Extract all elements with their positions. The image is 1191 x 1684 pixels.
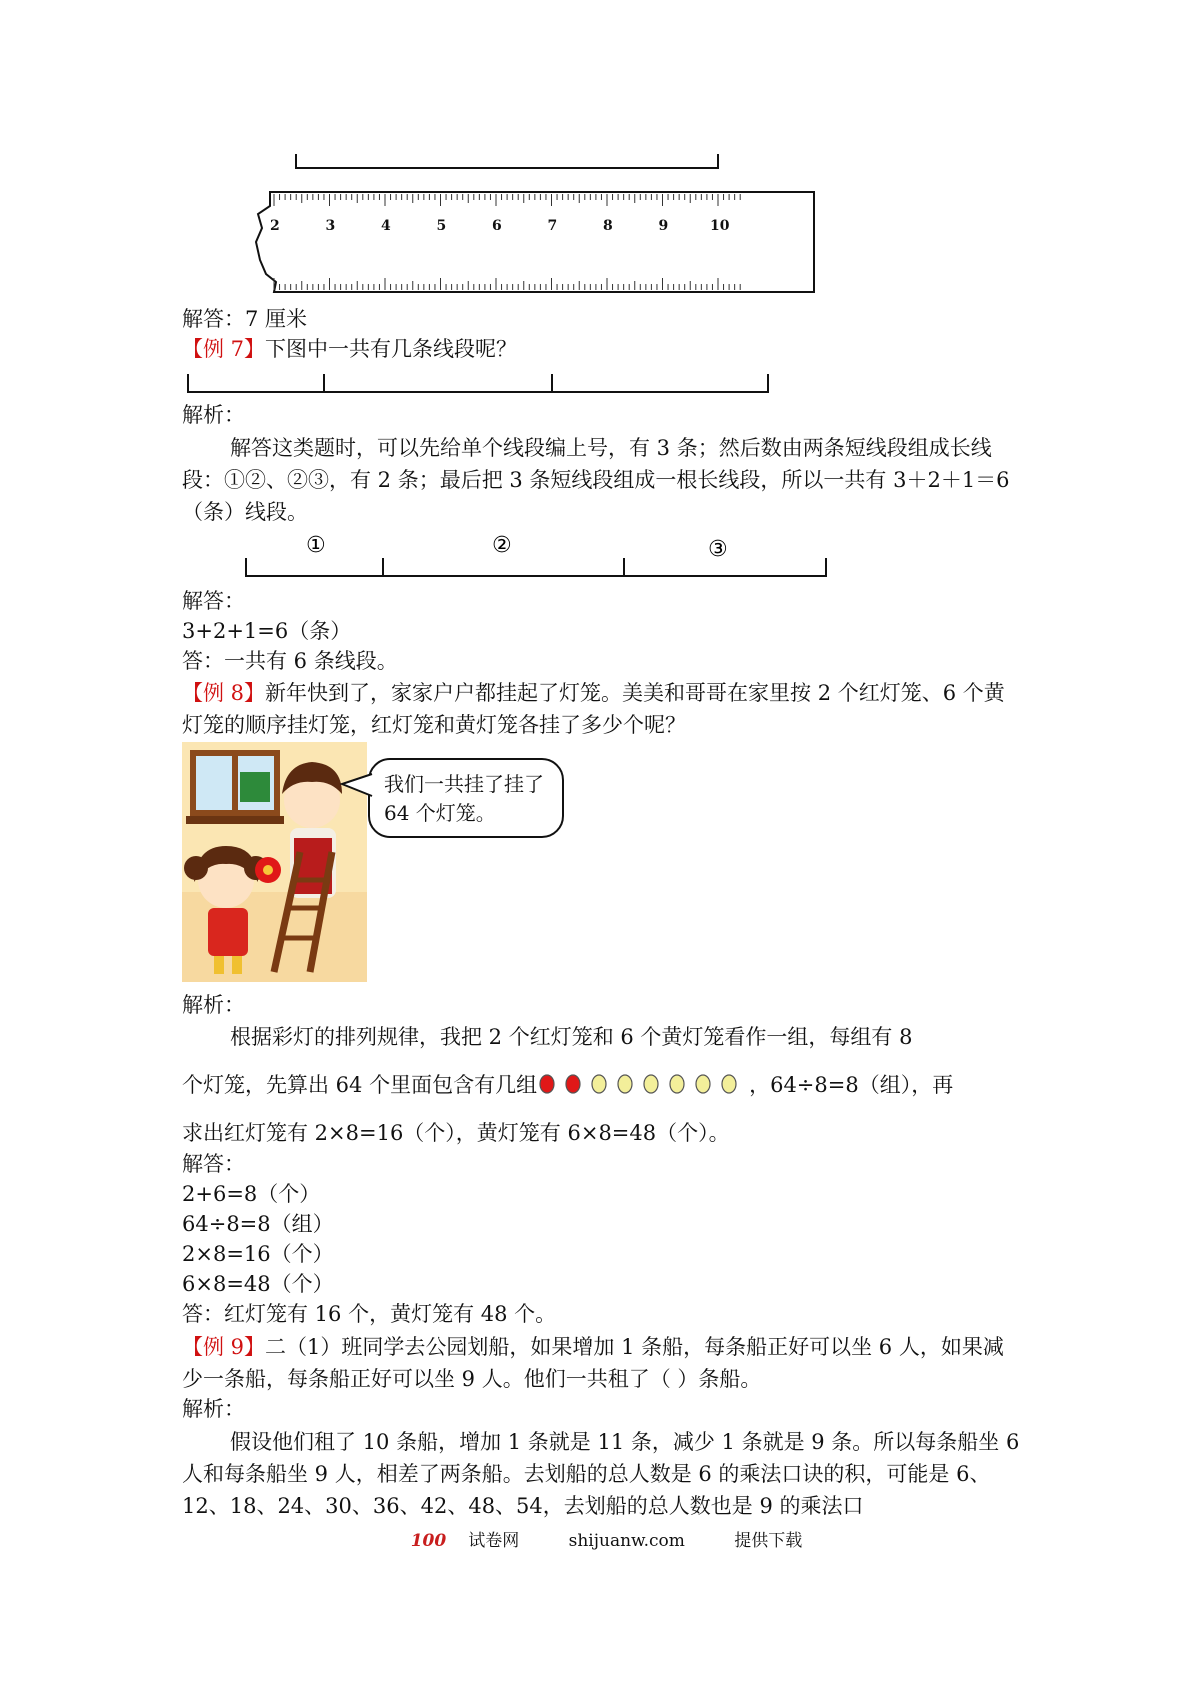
- lantern-pattern: [537, 1072, 749, 1096]
- ex7-analysis: 解答这类题时，可以先给单个线段编上号，有 3 条；然后数由两条短线段组成长线段：①②、②③，有 2 条；最后把 3 条短线段组成一根长线段，所以一共有 3＋2＋1＝6（条）线段。: [182, 436, 1010, 524]
- ex9-analysis-label: 解析：: [182, 1397, 245, 1421]
- ex8-calc-3: 2×8=16（个）: [182, 1242, 334, 1266]
- ex7-answer-label: 解答：: [182, 589, 245, 613]
- yellow-lantern-icon: [618, 1075, 632, 1093]
- ex7-question-text: 下图中一共有几条线段呢？: [265, 337, 518, 361]
- ex8-final: 答：红灯笼有 16 个，黄灯笼有 48 个。: [182, 1302, 557, 1326]
- ruler-number: 7: [547, 218, 558, 234]
- ex9-question: [182, 1331, 1022, 1395]
- site-logo: 100: [410, 1531, 447, 1551]
- yellow-lantern-icon: [696, 1075, 710, 1093]
- ex8-question-text: 新年快到了，家家户户都挂起了灯笼。美美和哥哥在家里按 2 个红灯笼、6 个黄灯笼的顺序挂灯笼，红灯笼和黄灯笼各挂了多少个呢？: [182, 681, 1005, 737]
- segment-label-2: ②: [492, 533, 512, 558]
- ruler-figure: [250, 150, 820, 300]
- ruler-number: 6: [492, 218, 502, 234]
- ex8-analysis-label: 解析：: [182, 993, 245, 1017]
- segment-label-1: ①: [306, 533, 326, 558]
- ex6-answer: 解答：7 厘米: [182, 307, 308, 331]
- ex8-analysis-p2: [182, 1070, 953, 1100]
- ruler-number: 2: [270, 218, 280, 234]
- ex8-calc-4: 6×8=48（个）: [182, 1272, 334, 1296]
- ex7-segment-figure: [182, 370, 782, 396]
- ruler-number: 5: [436, 218, 447, 234]
- ex8-calc-1: 2+6=8（个）: [182, 1182, 321, 1206]
- ex7-numbered-segments: [240, 532, 840, 582]
- ex9-question-text: 二（1）班同学去公园划船，如果增加 1 条船，每条船正好可以坐 6 人，如果减少一条船，每条船正好可以坐 9 人。他们一共租了（ ）条船。: [182, 1335, 1004, 1391]
- site-url: shijuanw.com: [568, 1531, 685, 1551]
- yellow-lantern-icon: [670, 1075, 684, 1093]
- yellow-lantern-icon: [592, 1075, 606, 1093]
- ex8-analysis-p3: 求出红灯笼有 2×8=16（个），黄灯笼有 6×8=48（个）。: [182, 1121, 730, 1145]
- ex7-final: 答：一共有 6 条线段。: [182, 649, 398, 673]
- ruler-body: [256, 192, 814, 292]
- ex8-question: [182, 677, 1022, 741]
- red-lantern-icon: [566, 1075, 580, 1093]
- ex7-tag: 【例 7】: [182, 337, 266, 361]
- speech-text: 我们一共挂了挂了 64 个灯笼。: [384, 772, 544, 825]
- ex8-tag: 【例 8】: [182, 681, 266, 705]
- ex8-answer-label: 解答：: [182, 1152, 245, 1176]
- speech-bubble-tail: [340, 770, 374, 800]
- download-note: 提供下载: [734, 1531, 803, 1551]
- segment-label-3: ③: [708, 537, 728, 562]
- speech-bubble: [368, 758, 564, 838]
- ex7-calc: 3+2+1=6（条）: [182, 619, 352, 643]
- site-name: 试卷网: [468, 1531, 520, 1551]
- ex8-analysis-p2a: 个灯笼，先算出 64 个里面包含有几组: [182, 1073, 538, 1097]
- ex9-analysis: 假设他们租了 10 条船，增加 1 条就是 11 条，减少 1 条就是 9 条。所以每条船坐 6 人和每条船坐 9 人，相差了两条船。去划船的总人数是 6 的乘法口诀的积，可能是 6、12、18、24、30、36、42、48、54，去划船的总人数也是 9 的乘法口: [182, 1430, 1020, 1518]
- page-footer: [0, 1526, 1191, 1551]
- ex8-calc-2: 64÷8=8（组）: [182, 1212, 334, 1236]
- ex8-analysis-p1: 根据彩灯的排列规律，我把 2 个红灯笼和 6 个黄灯笼看作一组，每组有 8: [230, 1025, 913, 1049]
- ruler-number: 4: [381, 218, 391, 234]
- ex8-analysis-p2b: ，64÷8=8（组），再: [749, 1073, 954, 1097]
- ruler-number: 9: [658, 218, 669, 234]
- yellow-lantern-icon: [644, 1075, 658, 1093]
- ruler-number: 8: [603, 218, 613, 234]
- yellow-lantern-icon: [722, 1075, 736, 1093]
- ruler-number: 10: [710, 218, 730, 234]
- ruler-number: 3: [325, 218, 336, 234]
- red-lantern-icon: [540, 1075, 554, 1093]
- ex7-question: [182, 334, 517, 364]
- ex7-analysis-label: 解析：: [182, 403, 245, 427]
- ex9-tag: 【例 9】: [182, 1335, 266, 1359]
